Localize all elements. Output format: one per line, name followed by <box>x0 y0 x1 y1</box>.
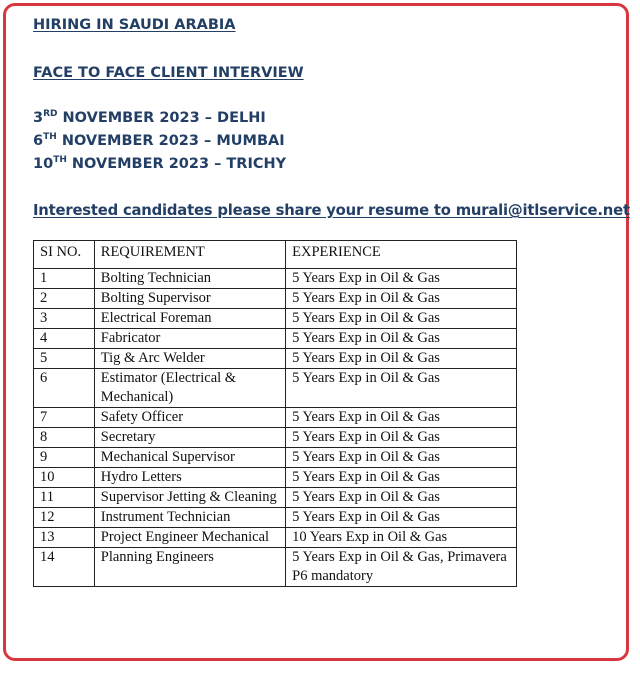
table-row <box>34 369 517 408</box>
interview-subtitle: FACE TO FACE CLIENT INTERVIEW <box>33 65 304 81</box>
row-number: 3 <box>34 309 95 329</box>
table-row <box>34 349 517 369</box>
row-number: 12 <box>34 508 95 528</box>
row-requirement: Instrument Technician <box>94 508 285 528</box>
row-experience: 5 Years Exp in Oil & Gas <box>286 289 517 309</box>
row-requirement: Supervisor Jetting & Cleaning <box>94 488 285 508</box>
row-number: 1 <box>34 269 95 289</box>
header-requirement: REQUIREMENT <box>94 241 285 269</box>
table-row <box>34 408 517 428</box>
row-requirement: Project Engineer Mechanical <box>94 528 285 548</box>
row-experience: 5 Years Exp in Oil & Gas <box>286 488 517 508</box>
table-row <box>34 548 517 587</box>
row-number: 14 <box>34 548 95 587</box>
table-row <box>34 289 517 309</box>
interview-date-delhi: 3RD NOVEMBER 2023 – DELHI <box>33 109 266 126</box>
contact-line: Interested candidates please share your resume to murali@itlservice.net <box>33 202 630 219</box>
page-title: HIRING IN SAUDI ARABIA <box>33 17 236 33</box>
row-requirement: Electrical Foreman <box>94 309 285 329</box>
row-requirement: Tig & Arc Welder <box>94 349 285 369</box>
table-row <box>34 468 517 488</box>
row-number: 9 <box>34 448 95 468</box>
row-experience: 5 Years Exp in Oil & Gas <box>286 508 517 528</box>
row-experience: 5 Years Exp in Oil & Gas, Primavera P6 mandatory <box>286 548 517 587</box>
interview-date-trichy: 10TH NOVEMBER 2023 – TRICHY <box>33 155 287 172</box>
table-row <box>34 508 517 528</box>
row-experience: 5 Years Exp in Oil & Gas <box>286 468 517 488</box>
header-experience: EXPERIENCE <box>286 241 517 269</box>
header-si-no: SI NO. <box>34 241 95 269</box>
table-body <box>34 269 517 587</box>
row-number: 11 <box>34 488 95 508</box>
row-number: 5 <box>34 349 95 369</box>
row-experience: 10 Years Exp in Oil & Gas <box>286 528 517 548</box>
row-requirement: Hydro Letters <box>94 468 285 488</box>
table-header-row <box>34 241 517 269</box>
table-row <box>34 309 517 329</box>
table-row <box>34 269 517 289</box>
row-experience: 5 Years Exp in Oil & Gas <box>286 269 517 289</box>
row-number: 10 <box>34 468 95 488</box>
row-experience: 5 Years Exp in Oil & Gas <box>286 349 517 369</box>
row-number: 6 <box>34 369 95 408</box>
table-row <box>34 428 517 448</box>
row-requirement: Mechanical Supervisor <box>94 448 285 468</box>
row-experience: 5 Years Exp in Oil & Gas <box>286 408 517 428</box>
table-row <box>34 488 517 508</box>
row-requirement: Bolting Technician <box>94 269 285 289</box>
row-number: 8 <box>34 428 95 448</box>
table-row <box>34 329 517 349</box>
table-row <box>34 448 517 468</box>
row-experience: 5 Years Exp in Oil & Gas <box>286 448 517 468</box>
row-number: 7 <box>34 408 95 428</box>
row-requirement: Safety Officer <box>94 408 285 428</box>
row-number: 2 <box>34 289 95 309</box>
row-experience: 5 Years Exp in Oil & Gas <box>286 369 517 408</box>
row-requirement: Fabricator <box>94 329 285 349</box>
requirements-table <box>33 240 517 587</box>
row-requirement: Planning Engineers <box>94 548 285 587</box>
interview-date-mumbai: 6TH NOVEMBER 2023 – MUMBAI <box>33 132 285 149</box>
row-experience: 5 Years Exp in Oil & Gas <box>286 428 517 448</box>
row-number: 13 <box>34 528 95 548</box>
row-requirement: Bolting Supervisor <box>94 289 285 309</box>
row-experience: 5 Years Exp in Oil & Gas <box>286 309 517 329</box>
table-row <box>34 528 517 548</box>
row-requirement: Secretary <box>94 428 285 448</box>
row-requirement: Estimator (Electrical & Mechanical) <box>94 369 285 408</box>
row-number: 4 <box>34 329 95 349</box>
row-experience: 5 Years Exp in Oil & Gas <box>286 329 517 349</box>
